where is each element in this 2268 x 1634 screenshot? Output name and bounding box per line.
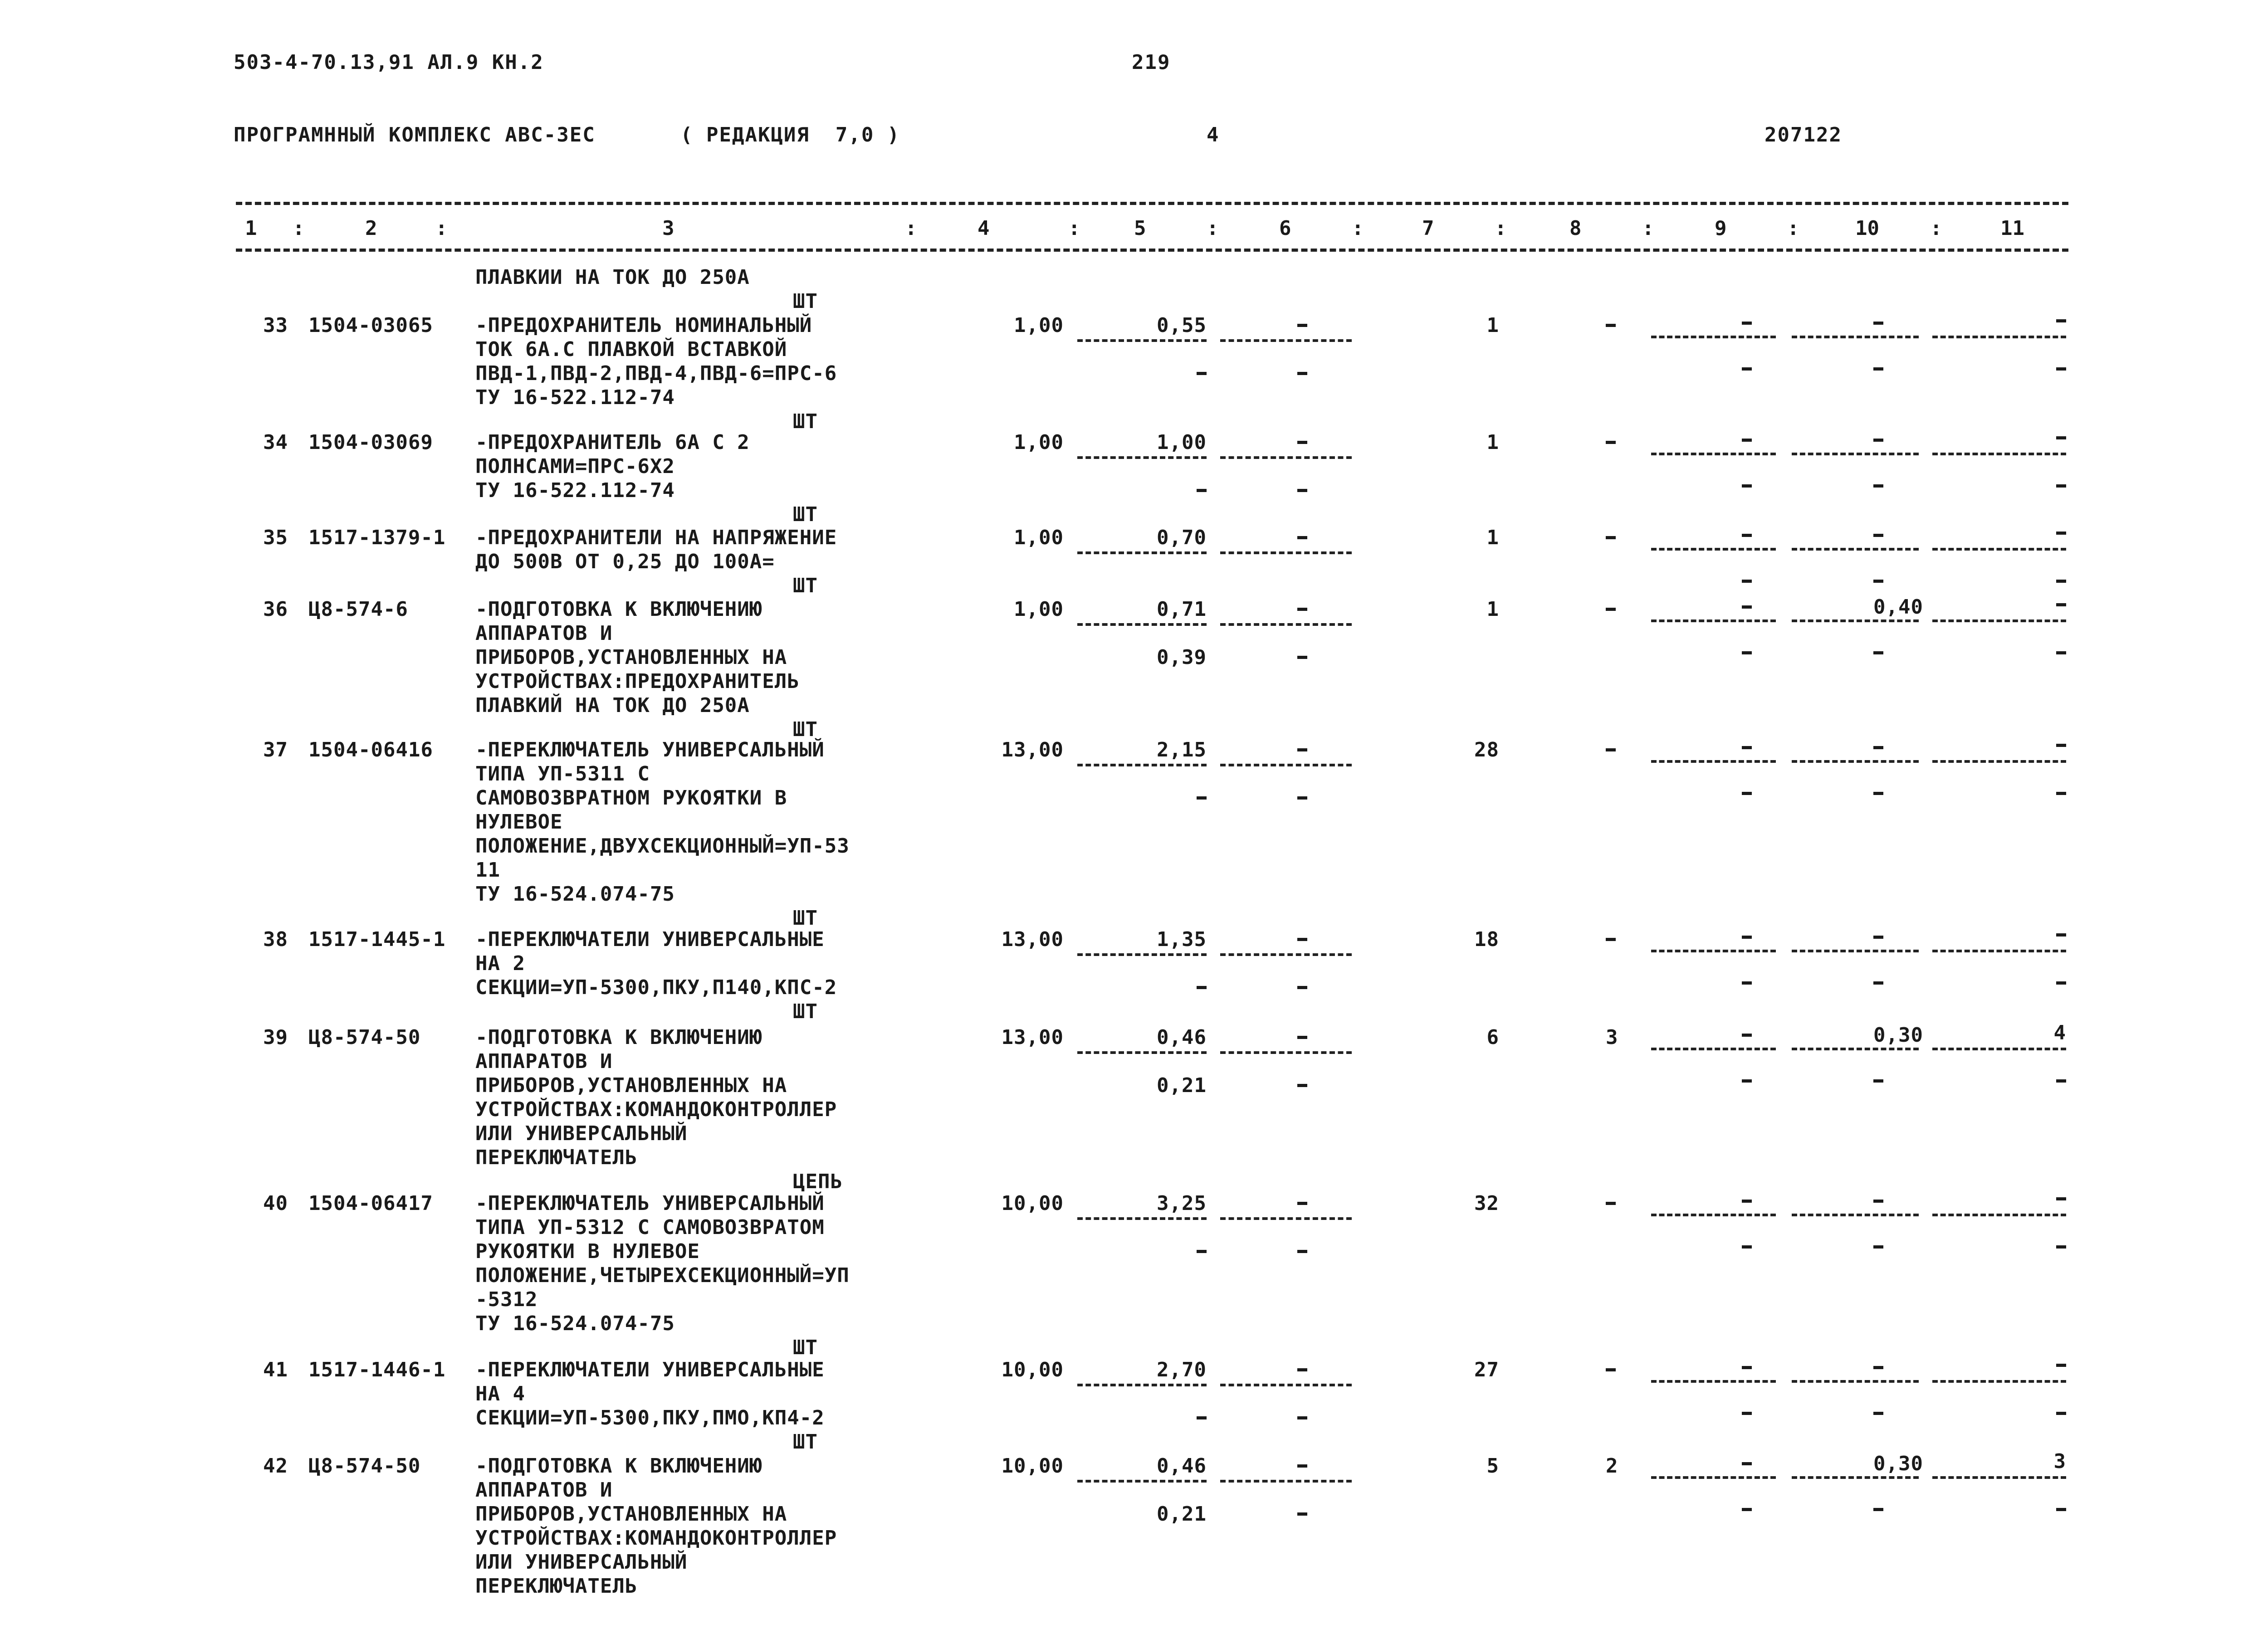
item-description-line: -5312 <box>475 1288 538 1311</box>
column-10-lower-value <box>1873 1245 1883 1249</box>
column-9-lower-value <box>1742 580 1752 583</box>
column-11-value <box>2056 933 2066 937</box>
column-7-value: 32 <box>1474 1192 1499 1215</box>
column-5-value: 0,70 <box>1157 526 1207 549</box>
column-7-value: 1 <box>1486 431 1499 454</box>
column-9-lower-value <box>1742 792 1752 795</box>
column-8-value <box>1606 1202 1616 1205</box>
item-description-line: АППАРАТОВ И <box>475 622 613 645</box>
column-5-lower-value <box>1197 1416 1207 1419</box>
column-header-5: 5 <box>1134 217 1146 240</box>
unit-label: ШТ <box>793 290 818 313</box>
fraction-line-9 <box>1651 619 1776 622</box>
document-reference: 503-4-70.13,91 АЛ.9 КН.2 <box>234 51 544 74</box>
quantity: 13,00 <box>1001 1026 1064 1049</box>
column-6-lower-value <box>1297 1416 1307 1419</box>
item-description-line: ПЕРЕКЛЮЧАТЕЛЬ <box>475 1575 638 1598</box>
item-description-line: ПРИБОРОВ,УСТАНОВЛЕННЫХ НА <box>475 1074 787 1097</box>
column-11-value <box>2056 1364 2066 1367</box>
item-description-line: ИЛИ УНИВЕРСАЛЬНЫЙ <box>475 1551 688 1574</box>
item-description-line: СЕКЦИИ=УП-5300,ПКУ,П140,КПС-2 <box>475 976 837 999</box>
column-separator: : <box>905 217 917 240</box>
fraction-line-11 <box>1932 950 2066 952</box>
item-description-line: ПРИБОРОВ,УСТАНОВЛЕННЫХ НА <box>475 646 787 669</box>
item-description-line: НА 2 <box>475 952 525 975</box>
item-description-line: РУКОЯТКИ В НУЛЕВОЕ <box>475 1240 700 1263</box>
item-description-line: ТУ 16-524.074-75 <box>475 883 675 906</box>
item-description-line: ПОЛОЖЕНИЕ,ЧЕТЫРЕХСЕКЦИОННЫЙ=УП <box>475 1264 850 1287</box>
column-5-value: 2,15 <box>1157 738 1207 761</box>
column-8-value <box>1606 938 1616 941</box>
unit-label: ШТ <box>793 410 818 433</box>
fraction-line-9 <box>1651 1476 1776 1479</box>
fraction-line-5 <box>1077 623 1207 626</box>
fraction-line-5 <box>1077 339 1207 342</box>
column-header-6: 6 <box>1279 217 1291 240</box>
column-10-value <box>1873 439 1883 442</box>
column-separator: : <box>435 217 448 240</box>
fraction-line-5 <box>1077 456 1207 459</box>
column-separator: : <box>293 217 305 240</box>
item-code: 1517-1446-1 <box>308 1358 446 1381</box>
unit-label: ШТ <box>793 1336 818 1359</box>
fraction-line-9 <box>1651 760 1776 763</box>
column-10-lower-value <box>1873 1079 1883 1083</box>
fraction-line-6 <box>1220 1217 1352 1220</box>
fraction-line-11 <box>1932 1476 2066 1479</box>
column-8-value <box>1606 536 1616 539</box>
column-9-lower-value <box>1742 981 1752 985</box>
unit-label: ШТ <box>793 503 818 526</box>
column-11-lower-value <box>2056 651 2066 654</box>
column-8-value: 3 <box>1606 1026 1618 1049</box>
fraction-line-6 <box>1220 339 1352 342</box>
column-header-10: 10 <box>1855 217 1879 240</box>
quantity: 1,00 <box>1014 314 1064 337</box>
document-code: 207122 <box>1765 123 1842 146</box>
column-header-11: 11 <box>2000 217 2024 240</box>
item-description-line: АППАРАТОВ И <box>475 1050 613 1073</box>
column-11-lower-value <box>2056 580 2066 583</box>
column-separator: : <box>1207 217 1219 240</box>
column-10-lower-value <box>1873 580 1883 583</box>
fraction-line-10 <box>1792 760 1919 763</box>
item-description-line: НА 4 <box>475 1382 525 1405</box>
column-8-value <box>1606 748 1616 751</box>
column-11-value: 4 <box>2053 1021 2066 1044</box>
column-5-lower-value <box>1197 986 1207 989</box>
column-9-value <box>1742 1034 1752 1037</box>
column-5-value: 1,35 <box>1157 928 1207 951</box>
column-9-value <box>1742 1200 1752 1203</box>
column-9-value <box>1742 1366 1752 1369</box>
column-9-lower-value <box>1742 651 1752 654</box>
item-description-line: -ПЕРЕКЛЮЧАТЕЛЬ УНИВЕРСАЛЬНЫЙ <box>475 1192 825 1215</box>
unit-label: ШТ <box>793 574 818 597</box>
column-7-value: 1 <box>1486 598 1499 621</box>
fraction-line-6 <box>1220 1384 1352 1386</box>
column-10-lower-value <box>1873 1508 1883 1511</box>
fraction-line-10 <box>1792 1214 1919 1216</box>
column-header-8: 8 <box>1569 217 1582 240</box>
column-separator: : <box>1352 217 1364 240</box>
fraction-line-11 <box>1932 1380 2066 1383</box>
column-5-value: 3,25 <box>1157 1192 1207 1215</box>
fraction-line-10 <box>1792 619 1919 622</box>
item-description-line: -ПЕРЕКЛЮЧАТЕЛИ УНИВЕРСАЛЬНЫЕ <box>475 928 825 951</box>
column-6-value <box>1297 1036 1307 1039</box>
row-number: 35 <box>263 526 288 549</box>
fraction-line-11 <box>1932 453 2066 455</box>
item-code: 1517-1445-1 <box>308 928 446 951</box>
fraction-line-5 <box>1077 551 1207 554</box>
quantity: 1,00 <box>1014 526 1064 549</box>
sheet-number: 4 <box>1207 123 1220 146</box>
column-6-lower-value <box>1297 986 1307 989</box>
column-7-value: 18 <box>1474 928 1499 951</box>
item-description-line: 11 <box>475 858 500 882</box>
column-10-lower-value <box>1873 367 1883 371</box>
fraction-line-6 <box>1220 953 1352 956</box>
item-description-line: ПВД-1,ПВД-2,ПВД-4,ПВД-6=ПРС-6 <box>475 362 837 385</box>
quantity: 13,00 <box>1001 928 1064 951</box>
column-separator: : <box>1787 217 1799 240</box>
fraction-line-9 <box>1651 950 1776 952</box>
row-number: 33 <box>263 314 288 337</box>
item-description-line: УСТРОЙСТВАХ:КОМАНДОКОНТРОЛЛЕР <box>475 1098 837 1121</box>
fraction-line-5 <box>1077 764 1207 766</box>
item-description-line: ПОЛНСАМИ=ПРС-6Х2 <box>475 455 675 478</box>
quantity: 13,00 <box>1001 738 1064 761</box>
column-10-value <box>1873 936 1883 939</box>
fraction-line-5 <box>1077 1217 1207 1220</box>
item-description-line: ПЕРЕКЛЮЧАТЕЛЬ <box>475 1146 638 1169</box>
item-description-line: ТУ 16-522.112-74 <box>475 479 675 502</box>
column-11-lower-value <box>2056 1245 2066 1249</box>
program-edition: ( РЕДАКЦИЯ 7,0 ) <box>680 123 900 146</box>
column-10-lower-value <box>1873 1412 1883 1415</box>
fraction-line-9 <box>1651 336 1776 338</box>
column-6-lower-value <box>1297 372 1307 375</box>
item-description-line: -ПОДГОТОВКА К ВКЛЮЧЕНИЮ <box>475 598 763 621</box>
item-description-line: -ПЕРЕКЛЮЧАТЕЛИ УНИВЕРСАЛЬНЫЕ <box>475 1358 825 1381</box>
quantity: 1,00 <box>1014 598 1064 621</box>
unit-label: ЦЕПЬ <box>793 1170 843 1193</box>
unit-label: ШТ <box>793 1430 818 1454</box>
column-5-lower-value: 0,21 <box>1157 1502 1207 1526</box>
continued-description: ПЛАВКИИ НА ТОК ДО 250А <box>475 266 750 289</box>
fraction-line-6 <box>1220 1480 1352 1483</box>
column-5-value: 0,46 <box>1157 1026 1207 1049</box>
quantity: 10,00 <box>1001 1192 1064 1215</box>
fraction-line-11 <box>1932 336 2066 338</box>
item-description-line: ТИПА УП-5312 С САМОВОЗВРАТОМ <box>475 1216 825 1239</box>
quantity: 10,00 <box>1001 1454 1064 1478</box>
fraction-line-9 <box>1651 548 1776 551</box>
column-6-lower-value <box>1297 489 1307 492</box>
column-9-value <box>1742 322 1752 325</box>
fraction-line-10 <box>1792 1048 1919 1050</box>
column-9-value <box>1742 534 1752 537</box>
item-description-line: ПОЛОЖЕНИЕ,ДВУХСЕКЦИОННЫЙ=УП-53 <box>475 834 850 858</box>
column-9-value <box>1742 439 1752 442</box>
item-description-line: СЕКЦИИ=УП-5300,ПКУ,ПМО,КП4-2 <box>475 1406 825 1429</box>
row-number: 36 <box>263 598 288 621</box>
column-6-value <box>1297 324 1307 327</box>
fraction-line-10 <box>1792 1476 1919 1479</box>
column-11-lower-value <box>2056 981 2066 985</box>
column-5-value: 0,71 <box>1157 598 1207 621</box>
column-header-1: 1 <box>245 217 257 240</box>
column-5-lower-value: 0,21 <box>1157 1074 1207 1097</box>
fraction-line-9 <box>1651 453 1776 455</box>
column-10-value <box>1873 1200 1883 1203</box>
column-6-lower-value <box>1297 656 1307 659</box>
column-9-value <box>1742 936 1752 939</box>
unit-label: ШТ <box>793 718 818 741</box>
item-code: Ц8-574-50 <box>308 1026 421 1049</box>
column-11-value <box>2056 436 2066 439</box>
column-5-lower-value <box>1197 489 1207 492</box>
column-6-lower-value <box>1297 1084 1307 1087</box>
column-6-value <box>1297 748 1307 751</box>
column-8-value <box>1606 1368 1616 1371</box>
unit-label: ШТ <box>793 1000 818 1023</box>
item-description-line: ТУ 16-524.074-75 <box>475 1312 675 1335</box>
row-number: 37 <box>263 738 288 761</box>
fraction-line-11 <box>1932 1048 2066 1050</box>
fraction-line-11 <box>1932 619 2066 622</box>
item-description-line: УСТРОЙСТВАХ:КОМАНДОКОНТРОЛЛЕР <box>475 1527 837 1550</box>
fraction-line-5 <box>1077 953 1207 956</box>
item-description-line: -ПОДГОТОВКА К ВКЛЮЧЕНИЮ <box>475 1454 763 1478</box>
row-number: 40 <box>263 1192 288 1215</box>
column-7-value: 5 <box>1486 1454 1499 1478</box>
column-9-value <box>1742 1462 1752 1465</box>
column-header-4: 4 <box>978 217 990 240</box>
column-5-lower-value: 0,39 <box>1157 646 1207 669</box>
column-10-value <box>1873 322 1883 325</box>
column-11-lower-value <box>2056 792 2066 795</box>
fraction-line-9 <box>1651 1380 1776 1383</box>
column-11-value <box>2056 532 2066 535</box>
quantity: 1,00 <box>1014 431 1064 454</box>
fraction-line-10 <box>1792 336 1919 338</box>
item-description-line: УСТРОЙСТВАХ:ПРЕДОХРАНИТЕЛЬ <box>475 670 800 693</box>
fraction-line-6 <box>1220 551 1352 554</box>
column-10-value <box>1873 534 1883 537</box>
fraction-line-10 <box>1792 453 1919 455</box>
column-7-value: 1 <box>1486 526 1499 549</box>
column-5-value: 1,00 <box>1157 431 1207 454</box>
item-description-line: НУЛЕВОЕ <box>475 810 563 834</box>
page-number: 219 <box>1132 51 1171 74</box>
item-description-line: -ПОДГОТОВКА К ВКЛЮЧЕНИЮ <box>475 1026 763 1049</box>
column-6-value <box>1297 938 1307 941</box>
item-description-line: ДО 500В ОТ 0,25 ДО 100А= <box>475 550 775 573</box>
column-header-9: 9 <box>1715 217 1727 240</box>
column-9-value <box>1742 605 1752 609</box>
column-8-value <box>1606 441 1616 444</box>
item-description-line: -ПРЕДОХРАНИТЕЛИ НА НАПРЯЖЕНИЕ <box>475 526 837 549</box>
fraction-line-6 <box>1220 623 1352 626</box>
item-description-line: -ПРЕДОХРАНИТЕЛЬ 6А С 2 <box>475 431 750 454</box>
column-6-value <box>1297 1368 1307 1371</box>
quantity: 10,00 <box>1001 1358 1064 1381</box>
item-description-line: ТИПА УП-5311 С <box>475 762 650 785</box>
column-9-lower-value <box>1742 1412 1752 1415</box>
column-10-value: 0,40 <box>1873 595 1923 619</box>
column-8-value: 2 <box>1606 1454 1618 1478</box>
column-6-value <box>1297 1202 1307 1205</box>
fraction-line-10 <box>1792 548 1919 551</box>
column-5-lower-value <box>1197 1250 1207 1253</box>
column-10-lower-value <box>1873 792 1883 795</box>
column-7-value: 6 <box>1486 1026 1499 1049</box>
column-header-3: 3 <box>662 217 675 240</box>
column-6-lower-value <box>1297 1250 1307 1253</box>
column-header-2: 2 <box>365 217 377 240</box>
column-10-value <box>1873 746 1883 749</box>
column-5-lower-value <box>1197 372 1207 375</box>
column-8-value <box>1606 324 1616 327</box>
item-description-line: ПЛАВКИЙ НА ТОК ДО 250А <box>475 694 750 717</box>
column-8-value <box>1606 608 1616 611</box>
column-header-7: 7 <box>1422 217 1434 240</box>
item-description-line: АППАРАТОВ И <box>475 1478 613 1502</box>
column-11-lower-value <box>2056 367 2066 371</box>
column-6-lower-value <box>1297 1512 1307 1516</box>
item-code: 1504-03069 <box>308 431 433 454</box>
column-separator: : <box>1495 217 1507 240</box>
fraction-line-10 <box>1792 950 1919 952</box>
column-10-lower-value <box>1873 484 1883 488</box>
item-code: 1504-06417 <box>308 1192 433 1215</box>
column-6-value <box>1297 441 1307 444</box>
fraction-line-6 <box>1220 1051 1352 1054</box>
row-number: 41 <box>263 1358 288 1381</box>
item-description-line: -ПРЕДОХРАНИТЕЛЬ НОМИНАЛЬНЫЙ <box>475 314 812 337</box>
fraction-line-11 <box>1932 1214 2066 1216</box>
column-separator: : <box>1068 217 1080 240</box>
column-5-value: 0,46 <box>1157 1454 1207 1478</box>
row-number: 34 <box>263 431 288 454</box>
fraction-line-5 <box>1077 1051 1207 1054</box>
column-11-lower-value <box>2056 1079 2066 1083</box>
row-number: 42 <box>263 1454 288 1478</box>
column-separator: : <box>1930 217 1942 240</box>
column-9-value <box>1742 746 1752 749</box>
item-description-line: ТУ 16-522.112-74 <box>475 386 675 409</box>
column-6-value <box>1297 536 1307 539</box>
item-description-line: ТОК 6А.С ПЛАВКОЙ ВСТАВКОЙ <box>475 338 787 361</box>
fraction-line-9 <box>1651 1214 1776 1216</box>
fraction-line-9 <box>1651 1048 1776 1050</box>
column-10-lower-value <box>1873 651 1883 654</box>
column-10-value <box>1873 1366 1883 1369</box>
column-5-value: 2,70 <box>1157 1358 1207 1381</box>
column-6-value <box>1297 608 1307 611</box>
column-7-value: 27 <box>1474 1358 1499 1381</box>
column-11-lower-value <box>2056 484 2066 488</box>
column-10-value: 0,30 <box>1873 1452 1923 1475</box>
column-9-lower-value <box>1742 1245 1752 1249</box>
column-separator: : <box>1642 217 1654 240</box>
column-11-value <box>2056 603 2066 606</box>
column-9-lower-value <box>1742 1079 1752 1083</box>
program-name: ПРОГРАМННЫЙ КОМПЛЕКС АВС-3ЕС <box>234 123 596 146</box>
column-11-value <box>2056 319 2066 322</box>
item-code: Ц8-574-50 <box>308 1454 421 1478</box>
fraction-line-5 <box>1077 1384 1207 1386</box>
column-10-value: 0,30 <box>1873 1024 1923 1047</box>
column-11-lower-value <box>2056 1412 2066 1415</box>
item-code: 1504-03065 <box>308 314 433 337</box>
column-6-value <box>1297 1464 1307 1468</box>
item-code: 1517-1379-1 <box>308 526 446 549</box>
column-9-lower-value <box>1742 367 1752 371</box>
fraction-line-6 <box>1220 456 1352 459</box>
column-11-value: 3 <box>2053 1450 2066 1473</box>
item-description-line: ПРИБОРОВ,УСТАНОВЛЕННЫХ НА <box>475 1502 787 1526</box>
item-code: Ц8-574-6 <box>308 598 408 621</box>
column-9-lower-value <box>1742 484 1752 488</box>
row-number: 38 <box>263 928 288 951</box>
unit-label: ШТ <box>793 907 818 930</box>
column-11-lower-value <box>2056 1508 2066 1511</box>
column-7-value: 28 <box>1474 738 1499 761</box>
fraction-line-11 <box>1932 548 2066 551</box>
fraction-line-11 <box>1932 760 2066 763</box>
fraction-line-5 <box>1077 1480 1207 1483</box>
column-5-value: 0,55 <box>1157 314 1207 337</box>
fraction-line-10 <box>1792 1380 1919 1383</box>
column-10-lower-value <box>1873 981 1883 985</box>
column-11-value <box>2056 744 2066 747</box>
item-description-line: САМОВОЗВРАТНОМ РУКОЯТКИ В <box>475 786 787 810</box>
row-number: 39 <box>263 1026 288 1049</box>
item-description-line: -ПЕРЕКЛЮЧАТЕЛЬ УНИВЕРСАЛЬНЫЙ <box>475 738 825 761</box>
column-7-value: 1 <box>1486 314 1499 337</box>
column-5-lower-value <box>1197 796 1207 800</box>
fraction-line-6 <box>1220 764 1352 766</box>
column-6-lower-value <box>1297 796 1307 800</box>
item-code: 1504-06416 <box>308 738 433 761</box>
column-11-value <box>2056 1197 2066 1200</box>
item-description-line: ИЛИ УНИВЕРСАЛЬНЫЙ <box>475 1122 688 1145</box>
column-9-lower-value <box>1742 1508 1752 1511</box>
